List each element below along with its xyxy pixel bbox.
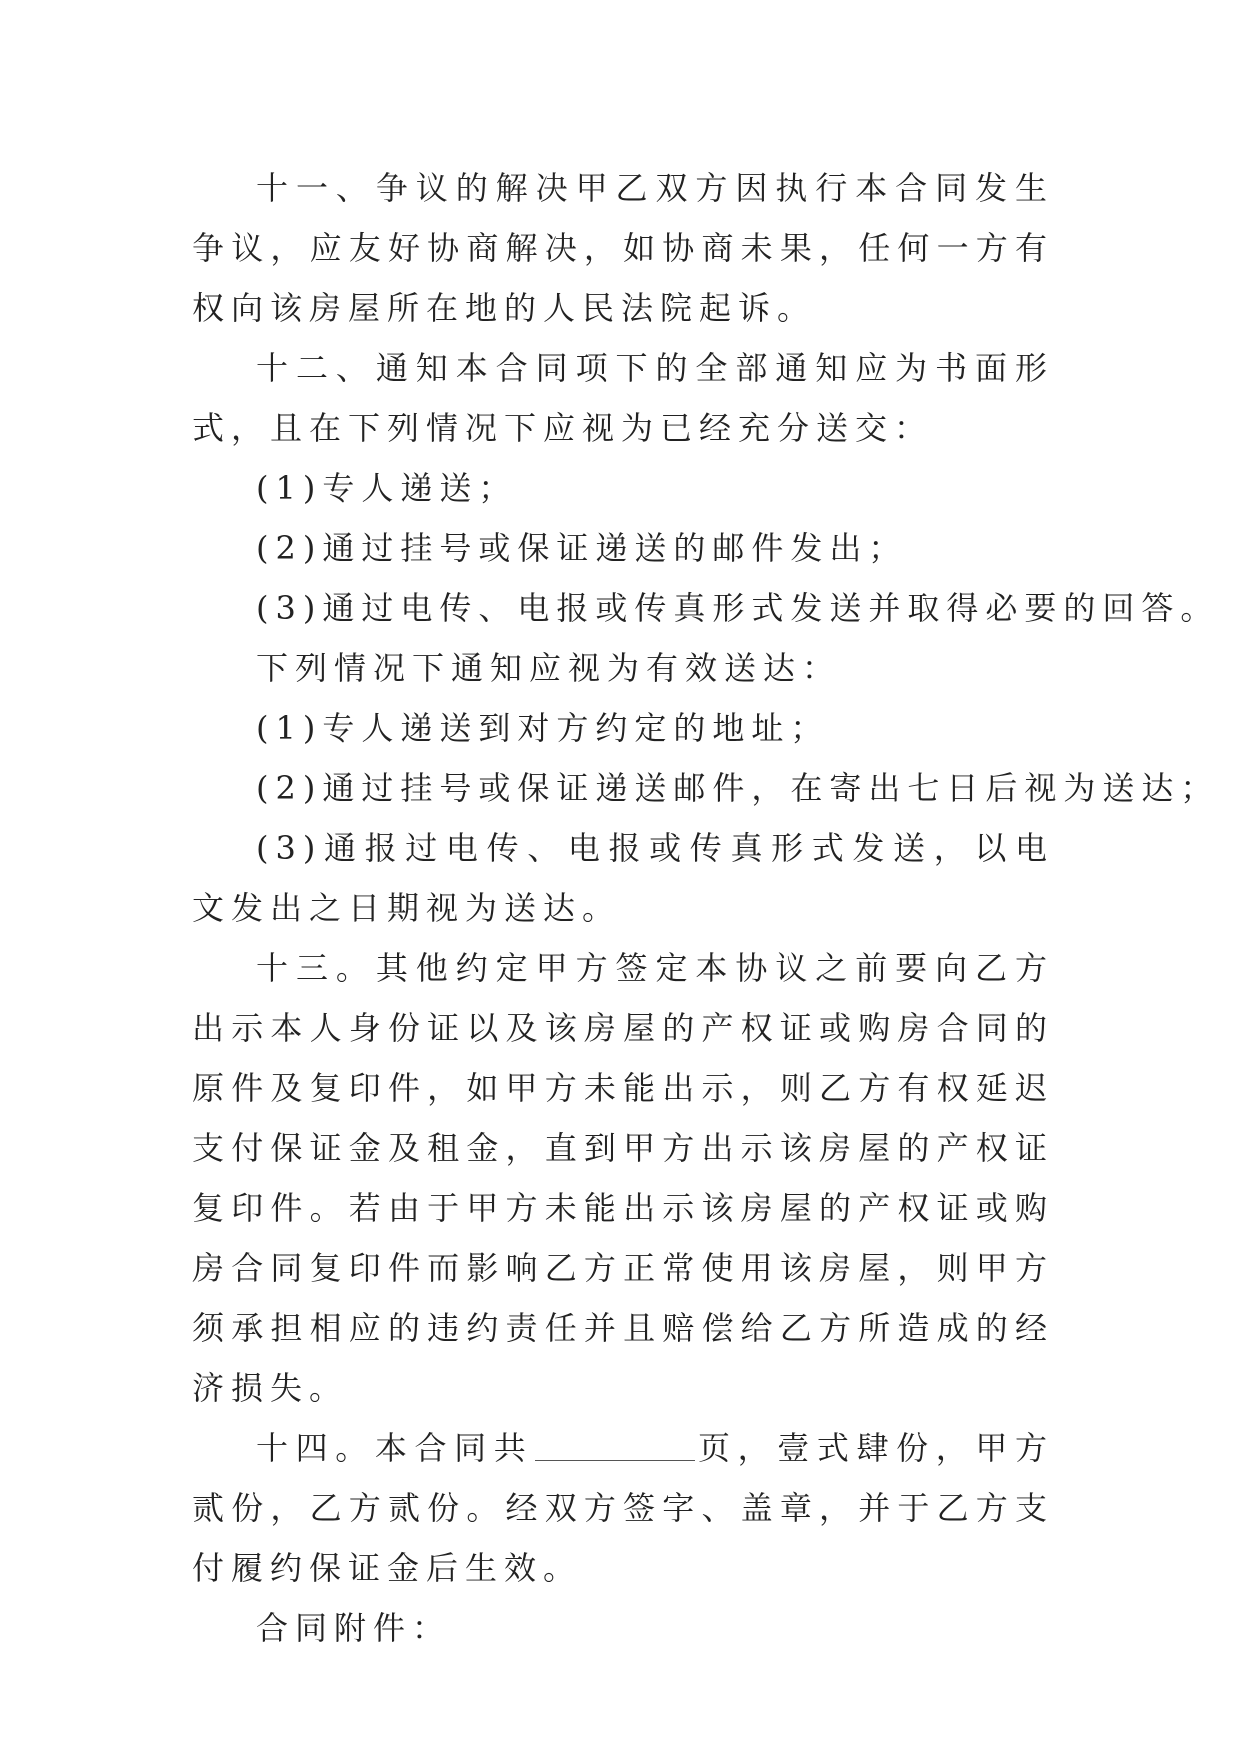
- clause-14-text-before: 十四。本合同共: [256, 1429, 534, 1467]
- clause-12-notice: 十二、通知本合同项下的全部通知应为书面形式，且在下列情况下应视为已经充分送交：: [192, 349, 1054, 447]
- delivery-item-1: (1)专人递送到对方约定的地址；: [256, 709, 830, 747]
- clause-11-dispute: 十一、争议的解决甲乙双方因执行本合同发生争议，应友好协商解决，如协商未果，任何一方有权向该房屋所在地的人民法院起诉。: [192, 169, 1054, 327]
- delivery-item-3: (3)通报过电传、电报或传真形式发送，以电文发出之日期视为送达。: [192, 829, 1054, 927]
- page-count-blank: [535, 1430, 695, 1461]
- document-body: [192, 158, 1220, 1658]
- delivery-item-2: (2)通过挂号或保证递送邮件，在寄出七日后视为送达；: [256, 769, 1220, 807]
- clause-14-copies: [192, 1418, 1054, 1598]
- delivery-intro: 下列情况下通知应视为有效送达：: [256, 649, 842, 687]
- notice-item-1: (1)专人递送；: [256, 469, 518, 507]
- clause-13-other: 十三。其他约定甲方签定本协议之前要向乙方出示本人身份证以及该房屋的产权证或购房合同的原件及复印件，如甲方未能出示，则乙方有权延迟支付保证金及租金，直到甲方出示该房屋的产权证复印件。若由于甲方未能出示该房屋的产权证或购房合同复印件而影响乙方正常使用该房屋，则甲方须承担相应的违约责任并且赔偿给乙方所造成的经济损失。: [192, 949, 1054, 1407]
- clause-14-text-after: 页，壹式肆份，甲方贰份，乙方贰份。经双方签字、盖章，并于乙方支付履约保证金后生效。: [192, 1429, 1054, 1587]
- contract-attachments: 合同附件：: [256, 1609, 452, 1647]
- notice-item-2: (2)通过挂号或保证递送的邮件发出；: [256, 529, 908, 567]
- notice-item-3: (3)通过电传、电报或传真形式发送并取得必要的回答。: [256, 589, 1220, 627]
